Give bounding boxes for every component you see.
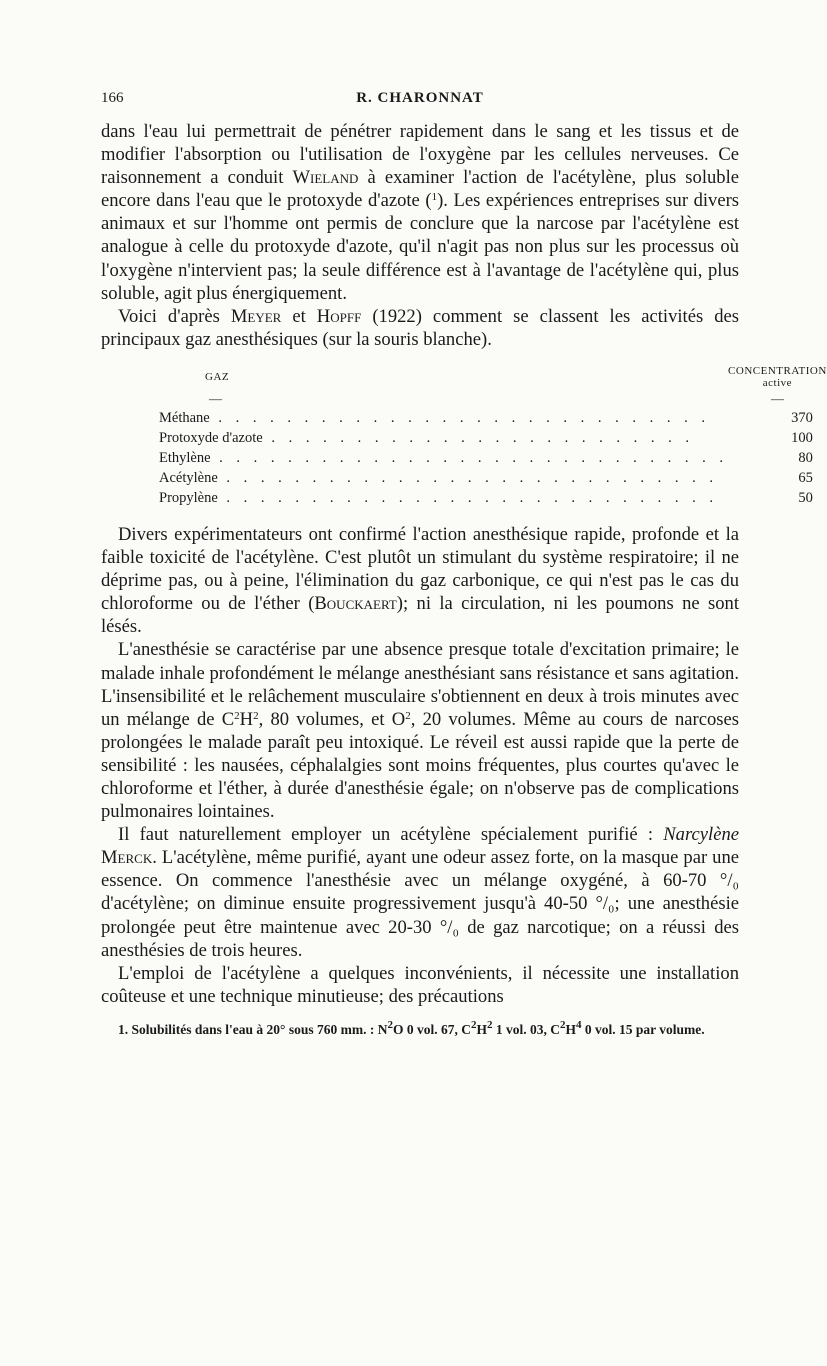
author-name: Meyer [230, 305, 282, 327]
author-name: Wieland [292, 167, 359, 189]
paragraph [101, 962, 739, 1008]
formula-sup: 2 [405, 709, 411, 722]
gas-name: Ethylène [159, 450, 211, 467]
table-row [159, 469, 827, 489]
footnote-text: O 0 vol. 67, C [392, 1021, 471, 1037]
table-row [159, 429, 827, 449]
column-header-concentration [728, 365, 827, 389]
text-run: . L'acétylène, même purifié, ayant une odeur assez forte, on la masque par une essence. On commence l'anesthésie avec un mélange oxygéné, à 60-70 [101, 847, 739, 892]
text-run: H [239, 708, 254, 730]
footnote-text: 0 vol. 15 par volume. [581, 1021, 705, 1037]
product-name: Narcylène [663, 824, 739, 846]
formula-sup: 2 [559, 1018, 566, 1031]
footnote-text: 1. Solubilités dans l'eau à 20° sous 760 mm. : N [118, 1021, 388, 1037]
formula-sup: 2 [234, 709, 240, 722]
header-rule: — [770, 391, 784, 407]
paragraph [101, 305, 739, 351]
column-header-gas: GAZ [205, 370, 230, 383]
formula-sup: 2 [486, 1018, 493, 1031]
paragraph [101, 823, 739, 962]
gas-value: 370 [791, 410, 813, 427]
table-row [159, 489, 827, 509]
text-run: L'anesthésie se caractérise par une absence presque totale d'excitation primaire; le malade inhale profondément le mélange anesthésiant sans résistance et sans agitation. L'insensibilité et le relâchement musculaire s'obtiennent en deux à trois minutes avec un mélange de C [101, 639, 739, 730]
text-run: Voici d'après [118, 305, 231, 327]
footnote-text: H [476, 1021, 487, 1037]
text-run: , 20 volumes. Même au cours de narcoses prolongées le malade paraît peu intoxiqué. Le réveil est aussi rapide que la perte de sensibilité : les nausées, céphalalgies sont moins fréquentes, plus courtes qu'avec le chloroforme et l'éther, à durée d'anesthésie égale; on n'observe pas de complications pulmonaires lointaines. [101, 708, 739, 823]
text-run: ). Les expériences entreprises sur divers animaux et sur l'homme ont permis de conclure que la narcose par l'acétylène est analogue à celle du protoxyde d'azote, qu'il n'agit pas non plus sur les processus où l'oxygène n'intervient pas; la seule différence est à l'avantage de l'acétylène qui, plus soluble, agit plus énergiquement. [101, 190, 740, 304]
running-header [101, 90, 739, 114]
leader-dots: . . . . . . . . . . . . . . . . . . . . . . . . . . . . . [217, 490, 719, 507]
percent-sign: °/₀ [595, 893, 615, 915]
running-title: R. CHARONNAT [356, 90, 484, 106]
footnote [101, 1020, 739, 1040]
percent-sign: °/₀ [439, 916, 459, 938]
gas-value: 100 [791, 430, 813, 447]
formula-sup: 2 [253, 709, 259, 722]
text-run: , 80 volumes, et O [258, 708, 406, 730]
text-run: d'acétylène; on diminue ensuite progressivement jusqu'à 40-50 [101, 893, 596, 915]
text-run: Divers expérimentateurs ont confirmé l'action anesthésique rapide, profonde et la faible toxicité de l'acétylène. C'est plutôt un stimulant du système respiratoire; il ne déprime pas, ou à peine, l'élimination du gaz carbonique, ce qui n'est pas le cas du chloroforme ou de l'éther ( [101, 523, 739, 615]
table-row [159, 409, 827, 429]
percent-sign: °/₀ [719, 870, 739, 892]
gas-value: 50 [798, 490, 813, 507]
text-run: de gaz narcotique; on a réussi des anesthésies de trois heures. [101, 916, 739, 961]
footnote-text: H [565, 1021, 576, 1037]
formula-sup: 2 [470, 1018, 477, 1031]
text-run: et [281, 305, 317, 327]
text-run: Il faut naturellement employer un acétylène spécialement purifié : [118, 824, 664, 846]
author-name: Merck [101, 847, 153, 869]
table-row [159, 449, 827, 469]
header-line: CONCENTRATION [728, 364, 827, 377]
footnote-text: 1 vol. 03, C [492, 1021, 560, 1037]
leader-dots: . . . . . . . . . . . . . . . . . . . . . . . . . . . . . [217, 470, 719, 487]
formula-sup: 4 [576, 1018, 582, 1031]
text-run: ); ni la circulation, ni les poumons ne sont lésés. [101, 593, 739, 638]
header-rule: — [209, 391, 222, 407]
page-number: 166 [101, 90, 124, 106]
header-line: active [762, 376, 793, 389]
author-name: Hopff [316, 305, 362, 327]
gas-value: 65 [798, 470, 813, 487]
text-run: à examiner l'action de l'acétylène, plus soluble encore dans l'eau que le protoxyde d'azote ( [101, 167, 740, 212]
gas-value: 80 [798, 450, 813, 467]
footnote-ref: 1 [431, 191, 438, 204]
gas-name: Propylène [159, 490, 218, 507]
paragraph [101, 638, 739, 823]
body-text [101, 120, 827, 1008]
author-name: Bouckaert [314, 593, 397, 615]
text-run: ; une anesthésie prolongée peut être maintenue avec 20-30 [101, 893, 739, 938]
text-run: dans l'eau lui permettrait de pénétrer rapidement dans le sang et les tissus et de modifier l'absorption ou l'utilisation de l'oxygène par les cellules nerveuses. Ce raisonnement a conduit [101, 121, 739, 189]
gas-name: Acétylène [159, 470, 218, 487]
gas-name: Méthane [159, 410, 210, 427]
formula-sup: 2 [387, 1018, 393, 1031]
gas-name: Protoxyde d'azote [159, 430, 263, 447]
text-run: L'emploi de l'acétylène a quelques inconvénients, il nécessite une installation coûteuse et une technique minutieuse; des précautions [101, 962, 739, 1007]
paragraph [101, 120, 739, 305]
paragraph [101, 523, 739, 638]
document-page [101, 90, 827, 1040]
leader-dots: . . . . . . . . . . . . . . . . . . . . . . . . . . . . . [209, 410, 710, 427]
text-run: (1922) comment se classent les activités des principaux gaz anesthésiques (sur la souris blanche). [101, 305, 739, 350]
leader-dots: . . . . . . . . . . . . . . . . . . . . . . . . . [262, 430, 694, 447]
gas-activity-table [159, 365, 827, 509]
leader-dots: . . . . . . . . . . . . . . . . . . . . . . . . . . . . . . [210, 450, 729, 467]
